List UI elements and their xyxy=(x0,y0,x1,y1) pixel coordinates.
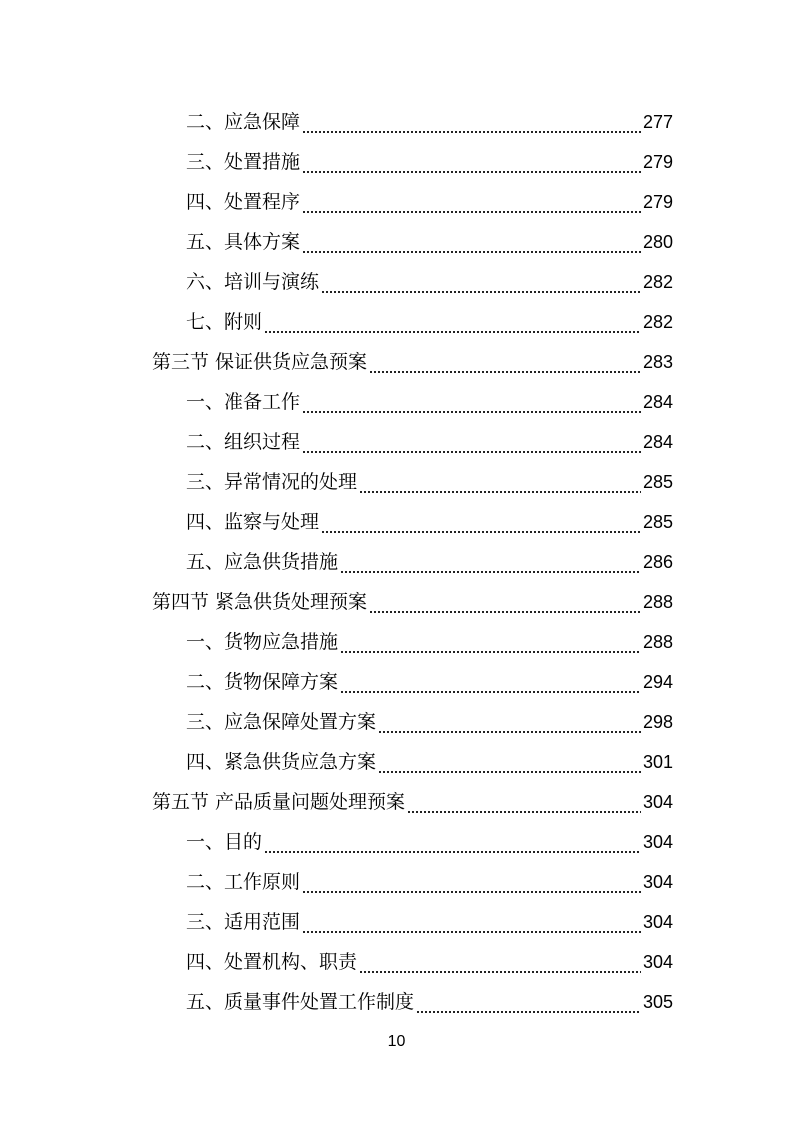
toc-entry-title: 二、货物保障方案 xyxy=(186,671,339,693)
toc-entry-page-number: 305 xyxy=(642,992,673,1012)
toc-dot-leader xyxy=(302,222,641,262)
toc-dot-leader xyxy=(302,422,641,462)
toc-entry-page-number: 304 xyxy=(642,872,673,892)
toc-entry-title: 一、目的 xyxy=(186,831,263,853)
toc-entry-title: 二、工作原则 xyxy=(186,871,301,893)
toc-entry-page-number: 304 xyxy=(642,912,673,932)
toc-dot-leader xyxy=(340,542,641,582)
toc-entry-title: 四、紧急供货应急方案 xyxy=(186,751,377,773)
toc-entry-title: 第四节 紧急供货处理预案 xyxy=(152,591,368,613)
toc-entry-page-number: 304 xyxy=(642,832,673,852)
toc-entry-page-number: 304 xyxy=(642,952,673,972)
toc-entry-title: 五、应急供货措施 xyxy=(186,551,339,573)
toc-subsection-entry[interactable] xyxy=(186,702,673,742)
toc-entry-title: 二、应急保障 xyxy=(186,111,301,133)
toc-entry-title: 三、适用范围 xyxy=(186,911,301,933)
toc-entry-title: 三、异常情况的处理 xyxy=(186,471,358,493)
toc-dot-leader xyxy=(378,742,641,782)
toc-subsection-entry[interactable] xyxy=(186,422,673,462)
toc-entry-page-number: 282 xyxy=(642,272,673,292)
toc-entry-title: 一、货物应急措施 xyxy=(186,631,339,653)
toc-dot-leader xyxy=(264,302,641,342)
toc-subsection-entry[interactable] xyxy=(186,862,673,902)
toc-subsection-entry[interactable] xyxy=(186,182,673,222)
toc-entry-page-number: 283 xyxy=(642,352,673,372)
page-number: 10 xyxy=(387,1033,406,1050)
toc-dot-leader xyxy=(340,622,641,662)
toc-subsection-entry[interactable] xyxy=(186,662,673,702)
toc-entry-page-number: 286 xyxy=(642,552,673,572)
toc-subsection-entry[interactable] xyxy=(186,502,673,542)
toc-entry-page-number: 279 xyxy=(642,192,673,212)
toc-entry-title: 四、处置机构、职责 xyxy=(186,951,358,973)
toc-dot-leader xyxy=(302,382,641,422)
toc-subsection-entry[interactable] xyxy=(186,142,673,182)
toc-dot-leader xyxy=(359,942,641,982)
toc-subsection-entry[interactable] xyxy=(186,982,673,1022)
toc-entry-title: 一、准备工作 xyxy=(186,391,301,413)
toc-entry-page-number: 301 xyxy=(642,752,673,772)
toc-dot-leader xyxy=(302,182,641,222)
toc-subsection-entry[interactable] xyxy=(186,942,673,982)
toc-entry-title: 四、监察与处理 xyxy=(186,511,320,533)
toc-section-entry[interactable] xyxy=(152,342,673,382)
toc-dot-leader xyxy=(321,502,641,542)
toc-dot-leader xyxy=(359,462,641,502)
toc-entry-page-number: 284 xyxy=(642,432,673,452)
toc-entry-page-number: 277 xyxy=(642,112,673,132)
toc-section-entry[interactable] xyxy=(152,582,673,622)
toc-entry-title: 四、处置程序 xyxy=(186,191,301,213)
toc-entry-title: 三、处置措施 xyxy=(186,151,301,173)
toc-entry-page-number: 282 xyxy=(642,312,673,332)
toc-entry-page-number: 285 xyxy=(642,512,673,532)
toc-dot-leader xyxy=(378,702,641,742)
toc-entry-title: 五、具体方案 xyxy=(186,231,301,253)
toc-subsection-entry[interactable] xyxy=(186,222,673,262)
toc-dot-leader xyxy=(340,662,641,702)
toc-dot-leader xyxy=(407,782,641,822)
toc-dot-leader xyxy=(321,262,641,302)
toc-entry-title: 三、应急保障处置方案 xyxy=(186,711,377,733)
toc-subsection-entry[interactable] xyxy=(186,102,673,142)
toc-subsection-entry[interactable] xyxy=(186,542,673,582)
toc-entry-page-number: 288 xyxy=(642,592,673,612)
toc-entry-title: 五、质量事件处置工作制度 xyxy=(186,991,415,1013)
toc-entry-title: 七、附则 xyxy=(186,311,263,333)
toc-section-entry[interactable] xyxy=(152,782,673,822)
toc-subsection-entry[interactable] xyxy=(186,462,673,502)
toc-dot-leader xyxy=(416,982,641,1022)
toc-entry-page-number: 304 xyxy=(642,792,673,812)
toc-entry-page-number: 294 xyxy=(642,672,673,692)
toc-dot-leader xyxy=(369,582,641,622)
toc-entry-page-number: 298 xyxy=(642,712,673,732)
toc-entry-page-number: 288 xyxy=(642,632,673,652)
toc-subsection-entry[interactable] xyxy=(186,822,673,862)
toc-entry-title: 第五节 产品质量问题处理预案 xyxy=(152,791,406,813)
toc-subsection-entry[interactable] xyxy=(186,382,673,422)
toc-dot-leader xyxy=(369,342,641,382)
toc-dot-leader xyxy=(302,142,641,182)
toc-dot-leader xyxy=(302,862,641,902)
toc-entry-page-number: 279 xyxy=(642,152,673,172)
toc-subsection-entry[interactable] xyxy=(186,742,673,782)
toc-subsection-entry[interactable] xyxy=(186,622,673,662)
toc-subsection-entry[interactable] xyxy=(186,262,673,302)
toc-entry-title: 二、组织过程 xyxy=(186,431,301,453)
toc-entry-page-number: 280 xyxy=(642,232,673,252)
toc-subsection-entry[interactable] xyxy=(186,902,673,942)
toc-entry-page-number: 284 xyxy=(642,392,673,412)
toc-dot-leader xyxy=(302,902,641,942)
toc-dot-leader xyxy=(264,822,641,862)
toc-entry-page-number: 285 xyxy=(642,472,673,492)
toc-subsection-entry[interactable] xyxy=(186,302,673,342)
toc-entry-title: 第三节 保证供货应急预案 xyxy=(152,351,368,373)
toc-dot-leader xyxy=(302,102,641,142)
toc-entry-title: 六、培训与演练 xyxy=(186,271,320,293)
